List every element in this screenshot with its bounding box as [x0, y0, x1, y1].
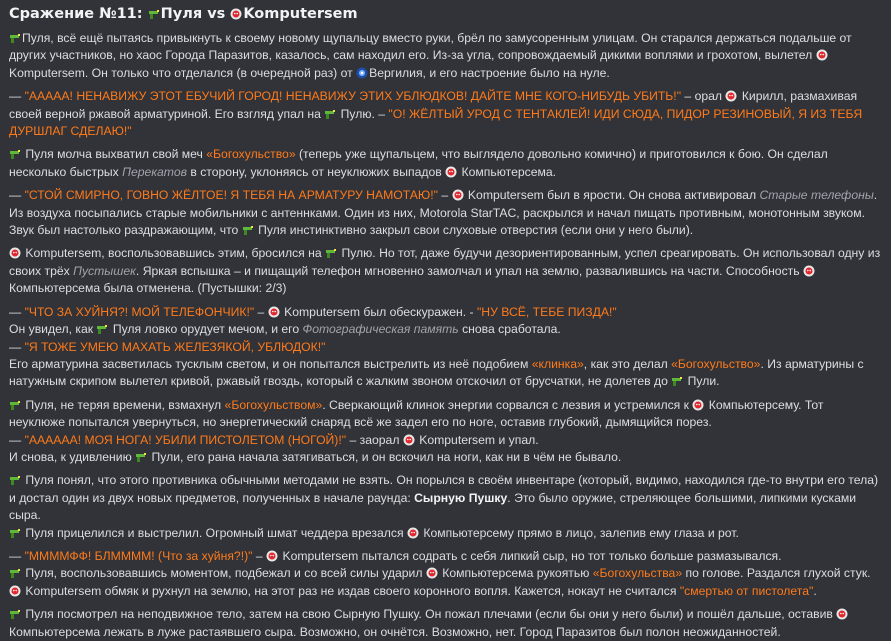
red-angry-face-icon	[9, 247, 21, 259]
green-gun-icon	[148, 8, 160, 20]
text: Пулю. –	[340, 106, 389, 121]
text: – орал	[681, 89, 726, 104]
text: Komputersem, воспользовавшись этим, бросился на	[25, 246, 326, 261]
text: Komputersem был обескуражен. -	[284, 304, 477, 319]
quote-text: "ЧТО ЗА ХУЙНЯ?! МОЙ ТЕЛЕФОНЧИК!"	[24, 304, 255, 319]
story-paragraph	[9, 304, 882, 321]
text: Кирилл, размахивая своей верной ржавой арматуриной. Его взгляд упал на	[9, 89, 858, 121]
story-paragraph	[9, 472, 882, 524]
weapon-name: «Богохульство»	[671, 356, 761, 371]
text: Пуля ловко орудует мечом, и его	[112, 322, 303, 337]
red-angry-face-icon	[268, 306, 280, 318]
text: —	[9, 432, 25, 447]
story-paragraph	[9, 583, 882, 600]
green-gun-icon	[325, 247, 337, 259]
story-paragraph	[9, 606, 882, 641]
quote-text: "смертью от пистолета"	[679, 583, 814, 598]
title-player2: Komputersem	[243, 6, 358, 22]
green-gun-icon	[9, 32, 21, 44]
title-player1: Пуля	[160, 6, 203, 22]
quote-text: "СТОЙ СМИРНО, ГОВНО ЖЁЛТОЕ! Я ТЕБЯ НА АРМАТУРУ НАМОТАЮ!"	[24, 188, 438, 203]
text: Пуля, не теряя времени, взмахнул	[25, 397, 225, 412]
ability-name: Перекатов	[122, 164, 187, 179]
text: (теперь уже щупальцем, что выглядело довольно комично) и приготовился к бою. Он сделал несколько быстрых	[9, 147, 828, 179]
text: Компьютерсему. Тот неуклюже попытался увернуться, но энергетический снаряд всё же задел его по ноге, оставив глубокий, дымящийся порез.	[9, 397, 824, 430]
text: . Из арматурины с натужным скрипом вылетел кривой, ржавый гвоздь, который с жалким звоном отскочил от брусчатки, не долетев до	[9, 356, 864, 389]
text: И снова, к удивлению	[9, 449, 136, 464]
text: Komputersem и упал.	[419, 432, 539, 447]
text: –	[437, 188, 452, 203]
text: Он увидел, как	[9, 322, 97, 337]
story-paragraph	[9, 146, 882, 181]
red-angry-face-icon	[426, 567, 438, 579]
quote-text: "ААААА! НЕНАВИЖУ ЭТОТ ЕБУЧИЙ ГОРОД! НЕНАВИЖУ ЭТИХ УБЛЮДКОВ! ДАЙТЕ МНЕ КОГО-НИБУДЬ УБИТЬ!"	[24, 89, 682, 104]
story-paragraph	[9, 245, 882, 297]
text: в сторону, уклоняясь от неуклюжих выпадов	[186, 164, 446, 179]
text: Пули.	[687, 374, 720, 389]
text: .	[873, 188, 878, 203]
text: —	[9, 89, 25, 104]
weapon-name: «клинка»	[531, 356, 584, 371]
story-paragraph	[9, 205, 882, 240]
page-title	[9, 4, 882, 24]
story-paragraph	[9, 548, 882, 565]
text: —	[9, 188, 25, 203]
red-angry-face-icon	[407, 527, 419, 539]
story-paragraph	[9, 397, 882, 432]
text: , как это делал	[583, 356, 672, 371]
ability-name: Пустышек	[73, 263, 136, 278]
story-paragraph	[9, 356, 882, 391]
green-gun-icon	[96, 323, 108, 335]
text: Пуля, всё ещё пытаясь привыкнуть к своему новому щупальцу вместо руки, брёл по замусоренным улицам. Он старался держаться подальше от других участников, но хаос Города Паразитов, казалось, сам находил его. Из-за угла, сопровождаемый дикими воплями и грохотом, вылетел	[9, 31, 852, 63]
text: Компьютерсема лежать в луже растаявшего сыра. Возможно, он очнётся. Возможно, нет. Город Паразитов был полон неожиданностей.	[9, 624, 781, 639]
story-paragraph	[9, 339, 882, 356]
blue-orb-icon	[356, 67, 368, 79]
story-paragraph	[9, 88, 882, 140]
text: Пуля, воспользовавшись моментом, подбежал и со всей силы ударил	[25, 566, 426, 581]
red-angry-face-icon	[836, 608, 848, 620]
ability-name: Старые телефоны	[759, 188, 874, 203]
green-gun-icon	[9, 148, 21, 160]
ability-name: Фотографическая память	[302, 322, 459, 337]
text: снова сработала.	[458, 322, 561, 337]
story-paragraph	[9, 525, 882, 542]
green-gun-icon	[9, 527, 21, 539]
text: Komputersem. Он только что отделался (в очередной раз) от	[9, 65, 357, 80]
text: —	[9, 304, 25, 319]
quote-text: "НУ ВСЁ, ТЕБЕ ПИЗДА!"	[476, 304, 617, 319]
red-angry-face-icon	[692, 399, 704, 411]
red-angry-face-icon	[725, 90, 737, 102]
text: . Сверкающий клинок энергии сорвался с лезвия и устремился к	[322, 397, 693, 412]
red-angry-face-icon	[803, 265, 815, 277]
text: Из воздуха посыпались старые мобильники с антеннками. Один из них, Motorola StarTAC, раскрылся и начал пищать противным, монотонным звуком. Звук был настолько раздражающим, что	[9, 205, 865, 238]
green-gun-icon	[324, 108, 336, 120]
story-paragraph	[9, 187, 882, 204]
weapon-name: «Богохульство»	[206, 147, 296, 162]
text: Komputersem пытался содрать с себя липкий сыр, но тот только больше размазывался.	[282, 548, 782, 563]
text: Пули, его рана начала затягиваться, и он вскочил на ноги, как ни в чём не бывало.	[151, 449, 622, 464]
text: по голове. Раздался глухой стук.	[682, 566, 871, 581]
text: Пуля молча выхватил свой меч	[25, 147, 207, 162]
text: Komputersem обмяк и рухнул на землю, на этот раз не издав своего коронного вопля. Кажется, нокаут не считался	[25, 583, 680, 598]
item-name: Сырную Пушку	[414, 490, 508, 505]
red-angry-face-icon	[266, 550, 278, 562]
story-paragraph	[9, 565, 882, 582]
green-gun-icon	[135, 451, 147, 463]
text: . Яркая вспышка – и пищащий телефон мгновенно замолчал и упал на землю, развалившись на части. Способность	[135, 263, 803, 278]
text: Вергилия, и его настроение было на нуле.	[369, 65, 610, 80]
text: Пуля посмотрел на неподвижное тело, затем на свою Сырную Пушку. Он пожал плечами (если бы они у него были) и пошёл дальше, оставив	[25, 607, 837, 622]
text: Компьютерсему прямо в лицо, залепив ему глаза и рот.	[423, 525, 739, 540]
story-paragraph	[9, 432, 882, 449]
story-paragraph	[9, 321, 882, 338]
quote-text: "Я ТОЖЕ УМЕЮ МАХАТЬ ЖЕЛЕЗЯКОЙ, УБЛЮДОК!"	[24, 339, 326, 354]
red-angry-face-icon	[452, 189, 464, 201]
red-angry-face-icon	[403, 434, 415, 446]
title-prefix: Сражение №11:	[9, 6, 148, 22]
text: Пулю. Но тот, даже будучи дезориентированным, успел среагировать. Он использовал одну из своих трёх	[9, 246, 881, 278]
red-angry-face-icon	[230, 8, 242, 20]
green-gun-icon	[9, 399, 21, 411]
red-angry-face-icon	[445, 166, 457, 178]
text: —	[9, 339, 25, 354]
red-angry-face-icon	[816, 49, 828, 61]
text: Пуля прицелился и выстрелил. Огромный шмат чеддера врезался	[25, 525, 407, 540]
green-gun-icon	[9, 608, 21, 620]
text: Пуля инстинктивно закрыл свои слуховые отверстия (если они у него были).	[258, 223, 694, 238]
green-gun-icon	[671, 375, 683, 387]
text: .	[813, 583, 817, 598]
text: —	[9, 548, 25, 563]
story-paragraph	[9, 30, 882, 82]
quote-text: "О! ЖЁЛТЫЙ УРОД С ТЕНТАКЛЕЙ! ИДИ СЮДА, ПИДОР РЕЗИНОВЫЙ, Я ИЗ ТЕБЯ ДУРШЛАГ СДЕЛАЮ!"	[9, 106, 863, 139]
text: Komputersem был в ярости. Он снова активировал	[467, 188, 760, 203]
text: –	[254, 304, 268, 319]
text: Пуля понял, что этого противника обычными методами не взять. Он порылся в своём инвентаре (который, видимо, находился где-то внутри его тела) и достал один из двух новых предметов, полученных в начале раунда:	[9, 473, 879, 505]
title-vs: vs	[202, 6, 231, 22]
green-gun-icon	[9, 567, 21, 579]
text: Компьютерсема была отменена. (Пустышки: 2/3)	[9, 281, 287, 296]
quote-text: "АААААА! МОЯ НОГА! УБИЛИ ПИСТОЛЕТОМ (НОГОЙ)!"	[24, 432, 347, 447]
story-paragraph	[9, 449, 882, 466]
weapon-name: «Богохульства»	[592, 566, 683, 581]
text: Компьютерсема рукоятью	[442, 566, 593, 581]
text: . Это было оружие, стреляющее большими, липкими кусками сыра.	[9, 490, 857, 523]
text: –	[252, 548, 267, 563]
text: Компьютерсема.	[461, 164, 557, 179]
weapon-name: «Богохульством»	[224, 397, 323, 412]
red-angry-face-icon	[9, 585, 21, 597]
text: – заорал	[346, 432, 403, 447]
green-gun-icon	[242, 224, 254, 236]
text: Его арматурина засветилась тусклым светом, и он попытался выстрелить из неё подобием	[9, 356, 532, 371]
quote-text: "ММММФФ! БЛММММ! (Что за хуйня?!)"	[24, 548, 253, 563]
green-gun-icon	[9, 474, 21, 486]
